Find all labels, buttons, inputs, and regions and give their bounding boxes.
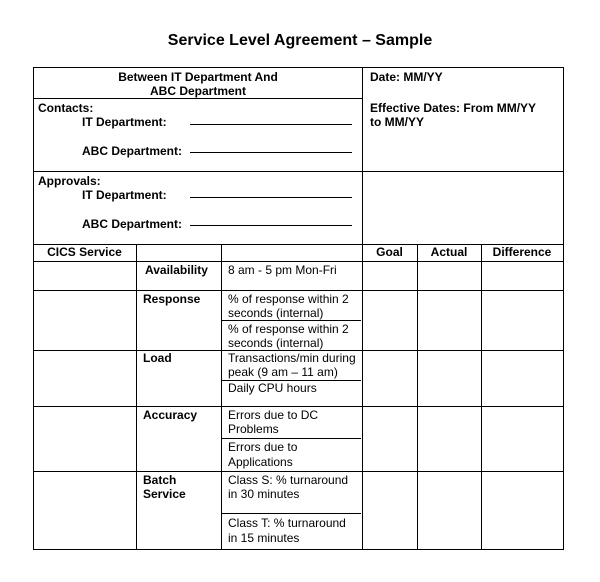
between-label: ABC Department (149, 84, 246, 98)
divider (481, 244, 482, 550)
metric-batch-service: Service (143, 487, 186, 501)
divider (33, 261, 564, 262)
metric-description: Errors due to (228, 440, 298, 454)
divider (33, 406, 564, 407)
approval-abc-field[interactable] (190, 225, 352, 226)
metric-availability: Availability (145, 263, 208, 277)
divider (221, 244, 222, 550)
metric-description: seconds (internal) (228, 336, 324, 350)
divider (33, 171, 564, 172)
contact-abc-label: ABC Department: (82, 144, 183, 158)
divider (33, 471, 564, 472)
column-header-difference: Difference (492, 245, 552, 259)
divider (221, 438, 361, 439)
divider (136, 244, 137, 550)
border-left (33, 67, 34, 550)
metric-description: seconds (internal) (228, 306, 324, 320)
metric-description: Errors due to DC (228, 408, 319, 422)
column-header-service: CICS Service (47, 245, 122, 259)
metric-description: Applications (228, 455, 293, 469)
metric-description: in 30 minutes (228, 487, 300, 501)
metric-description: peak (9 am – 11 am) (228, 365, 338, 379)
column-header-actual: Actual (430, 245, 468, 259)
metric-load: Load (143, 351, 172, 365)
contact-abc-field[interactable] (190, 152, 352, 153)
approval-it-label: IT Department: (82, 188, 167, 202)
approvals-label: Approvals: (38, 174, 101, 188)
contact-it-field[interactable] (190, 124, 352, 125)
divider (417, 244, 418, 550)
border-bottom (33, 549, 564, 550)
metric-description: % of response within 2 (228, 292, 349, 306)
date-label: Date: MM/YY (370, 70, 443, 84)
metric-description: Problems (228, 422, 279, 436)
divider (362, 67, 363, 550)
border-top (33, 67, 564, 68)
approval-abc-label: ABC Department: (82, 217, 183, 231)
divider (221, 513, 361, 514)
metric-description: in 15 minutes (228, 531, 300, 545)
effective-dates-label: Effective Dates: From MM/YY (370, 101, 537, 115)
metric-description: Class T: % turnaround (228, 516, 346, 530)
approval-it-field[interactable] (190, 197, 352, 198)
contacts-label: Contacts: (38, 101, 94, 115)
effective-dates-label: to MM/YY (370, 115, 424, 129)
metric-description: Transactions/min during (228, 351, 356, 365)
metric-accuracy: Accuracy (143, 408, 198, 422)
divider (33, 290, 564, 291)
metric-response: Response (143, 292, 201, 306)
column-header-goal: Goal (376, 245, 403, 259)
contact-it-label: IT Department: (82, 115, 167, 129)
between-label: Between IT Department And (118, 70, 278, 84)
page-title: Service Level Agreement – Sample (167, 32, 433, 49)
metric-description: Daily CPU hours (228, 381, 317, 395)
border-right (563, 67, 564, 550)
metric-description: % of response within 2 (228, 322, 349, 336)
metric-description: Class S: % turnaround (228, 473, 349, 487)
metric-batch-service: Batch (143, 473, 177, 487)
metric-description: 8 am - 5 pm Mon-Fri (228, 263, 337, 277)
